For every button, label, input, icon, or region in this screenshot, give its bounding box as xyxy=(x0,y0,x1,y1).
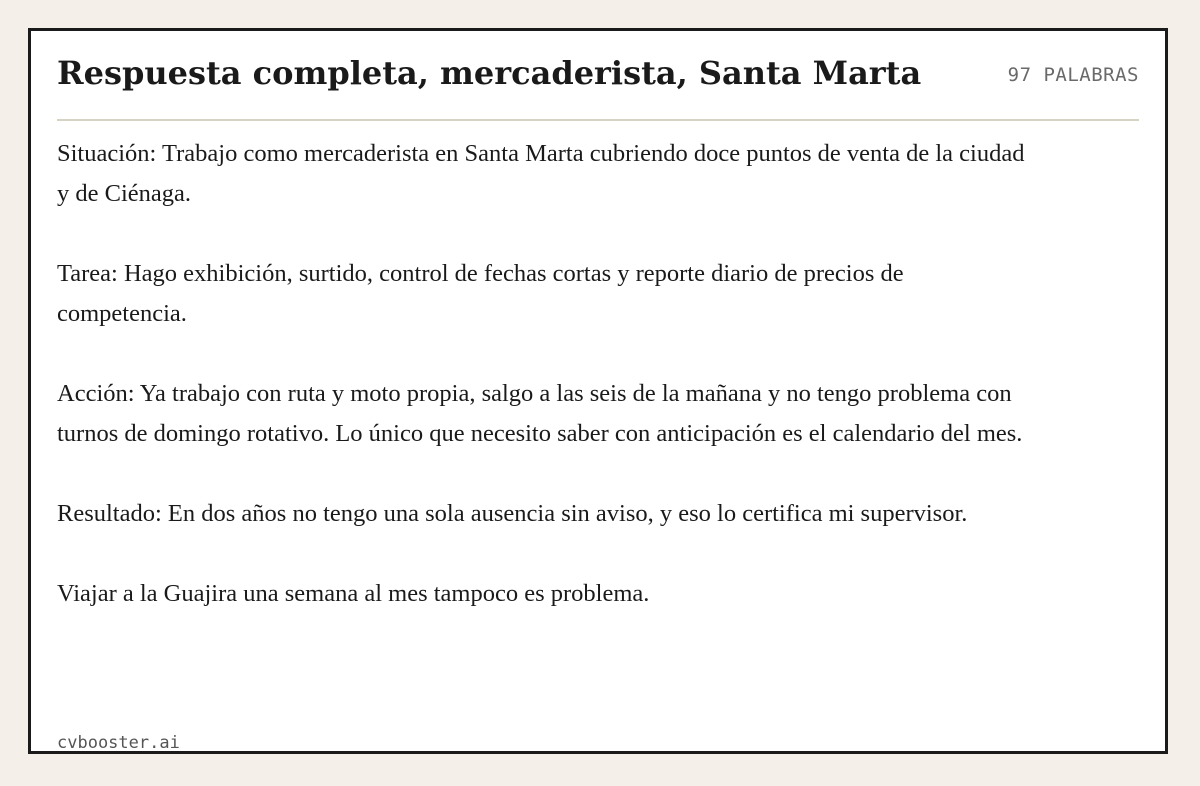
word-count-badge: 97 PALABRAS xyxy=(1007,64,1139,86)
paragraph-tarea: Tarea: Hago exhibición, surtido, control de fechas cortas y reporte diario de precios de competencia. xyxy=(57,260,904,327)
paragraph-resultado: Resultado: En dos años no tengo una sola ausencia sin aviso, y eso lo certifica mi supervisor. xyxy=(57,500,968,527)
paragraph-situacion: Situación: Trabajo como mercaderista en Santa Marta cubriendo doce puntos de venta de la ciudad y de Ciénaga. xyxy=(57,140,1025,207)
page-title: Respuesta completa, mercaderista, Santa Marta xyxy=(57,54,922,92)
card-header xyxy=(57,49,1139,121)
paragraph-closing: Viajar a la Guajira una semana al mes tampoco es problema. xyxy=(57,580,650,607)
response-card xyxy=(28,28,1168,754)
paragraph-accion: Acción: Ya trabajo con ruta y moto propia, salgo a las seis de la mañana y no tengo problema con turnos de domingo rotativo. Lo único que necesito saber con anticipación es el calendario del mes. xyxy=(57,380,1023,447)
response-body xyxy=(57,134,1037,614)
brand-footer: cvbooster.ai xyxy=(57,733,180,753)
